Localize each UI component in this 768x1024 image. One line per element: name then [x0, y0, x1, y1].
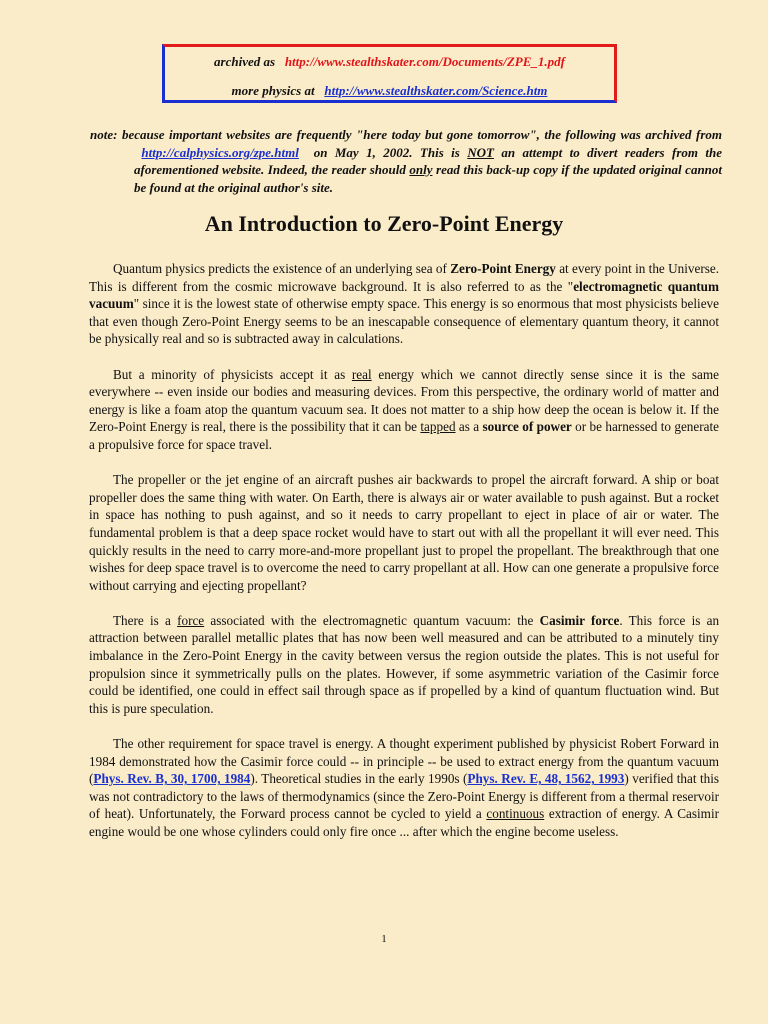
archive-box [162, 44, 617, 103]
citation-link[interactable]: Phys. Rev. E, 48, 1562, 1993 [467, 771, 625, 787]
paragraph-3: The propeller or the jet engine of an aircraft pushes air backwards to propel the aircraft forward. A ship or boat propeller does the same thing with water. On Earth, there is always air or water available to push against. But a rocket in space has nothing to push against, and so it needs to carry propellant to eject in place of air or water. The fundamental problem is that a deep space rocket would have to start out with all the propellant it will ever need. This quickly results in the need to carry more-and-more propellant just to propel the propellant. The breakthrough that one wishes for deep space travel is to overcome the need to carry propellant at all. How can one generate a propulsive force without carrying and ejecting propellant? [89, 472, 719, 593]
note-text: an attempt to divert readers from the aforementioned website. Indeed, the reader should [134, 144, 723, 177]
paragraph-4: There is a force associated with the electromagnetic quantum vacuum: the Casimir force. This force is an attraction between parallel metallic plates that has now been well measured and can be attributed to a minutely tiny imbalance in the Zero-Point Energy in the cavity between versus the region outside the plates. This is not useful for propulsion since it symmetrically pulls on the plates. However, if some asymmetric variation of the Casimir force could be identified, one could in effect sail through space as if propelled by a kind of quantum fluctuation wind. But this is pure speculation. [89, 612, 720, 716]
archive-url-link[interactable]: http://www.stealthskater.com/Documents/ZPE_1.pdf [284, 54, 565, 69]
more-physics-line [165, 83, 614, 99]
note-text: on May 1, 2002. This is [313, 144, 460, 160]
paragraph-5: The other requirement for space travel is energy. A thought experiment published by physicist Robert Forward in 1984 demonstrated how the Casimir force could -- in principle -- be used to extract energy from the quantum vacuum (Phys. Rev. B, 30, 1700, 1984). Theoretical studies in the early 1990s (Phys. Rev. E, 48, 1562, 1993) verified that this was not contradictory to the laws of thermodynamics (since the Zero-Point Energy is different from a thermal reservoir of heat). Unfortunately, the Forward process cannot be cycled to yield a continuous extraction of energy. A Casimir engine would be one whose cylinders could only fire once ... after which the engine become useless. [89, 736, 720, 839]
note-emphasis: NOT [467, 144, 494, 160]
page-title: An Introduction to Zero-Point Energy [204, 211, 564, 236]
note-emphasis: only [409, 162, 433, 177]
page-number: 1 [381, 933, 387, 945]
paragraph-1: Quantum physics predicts the existence of an underlying sea of Zero-Point Energy at every point in the Universe. This is different from the cosmic microwave background. It is also referred to as the "electromagnetic quantum vacuum" since it is the lowest state of otherwise empty space. This energy is so enormous that most physicists believe that even though Zero-Point Energy seems to be an inescapable consequence of elementary quantum theory, it cannot be physically real and so is subtracted away in calculations. [89, 261, 720, 347]
note-text: note: because important websites are frequently "here today but gone tomorrow", the following was archived from [90, 127, 722, 142]
note-text: read this back-up copy if the updated original cannot be found at the original author's site. [134, 162, 723, 195]
calphysics-link[interactable]: http://calphysics.org/zpe.html [141, 144, 299, 160]
archive-note [90, 126, 722, 196]
paragraph-2: But a minority of physicists accept it as real energy which we cannot directly sense since it is the same everywhere -- even inside our bodies and measuring devices. From this perspective, the ordinary world of matter and energy is like a foam atop the quantum vacuum sea. It does not matter to a ship how deep the ocean is below it. If the Zero-Point Energy is real, there is the possibility that it can be tapped as a source of power or be harnessed to generate a propulsive force for space travel. [89, 366, 720, 452]
archive-line [165, 54, 614, 70]
science-url-link[interactable]: http://www.stealthskater.com/Science.htm [324, 83, 548, 98]
archive-label: archived as [214, 54, 276, 69]
citation-link[interactable]: Phys. Rev. B, 30, 1700, 1984 [93, 771, 251, 787]
more-physics-label: more physics at [231, 83, 315, 98]
article-body [89, 260, 719, 858]
